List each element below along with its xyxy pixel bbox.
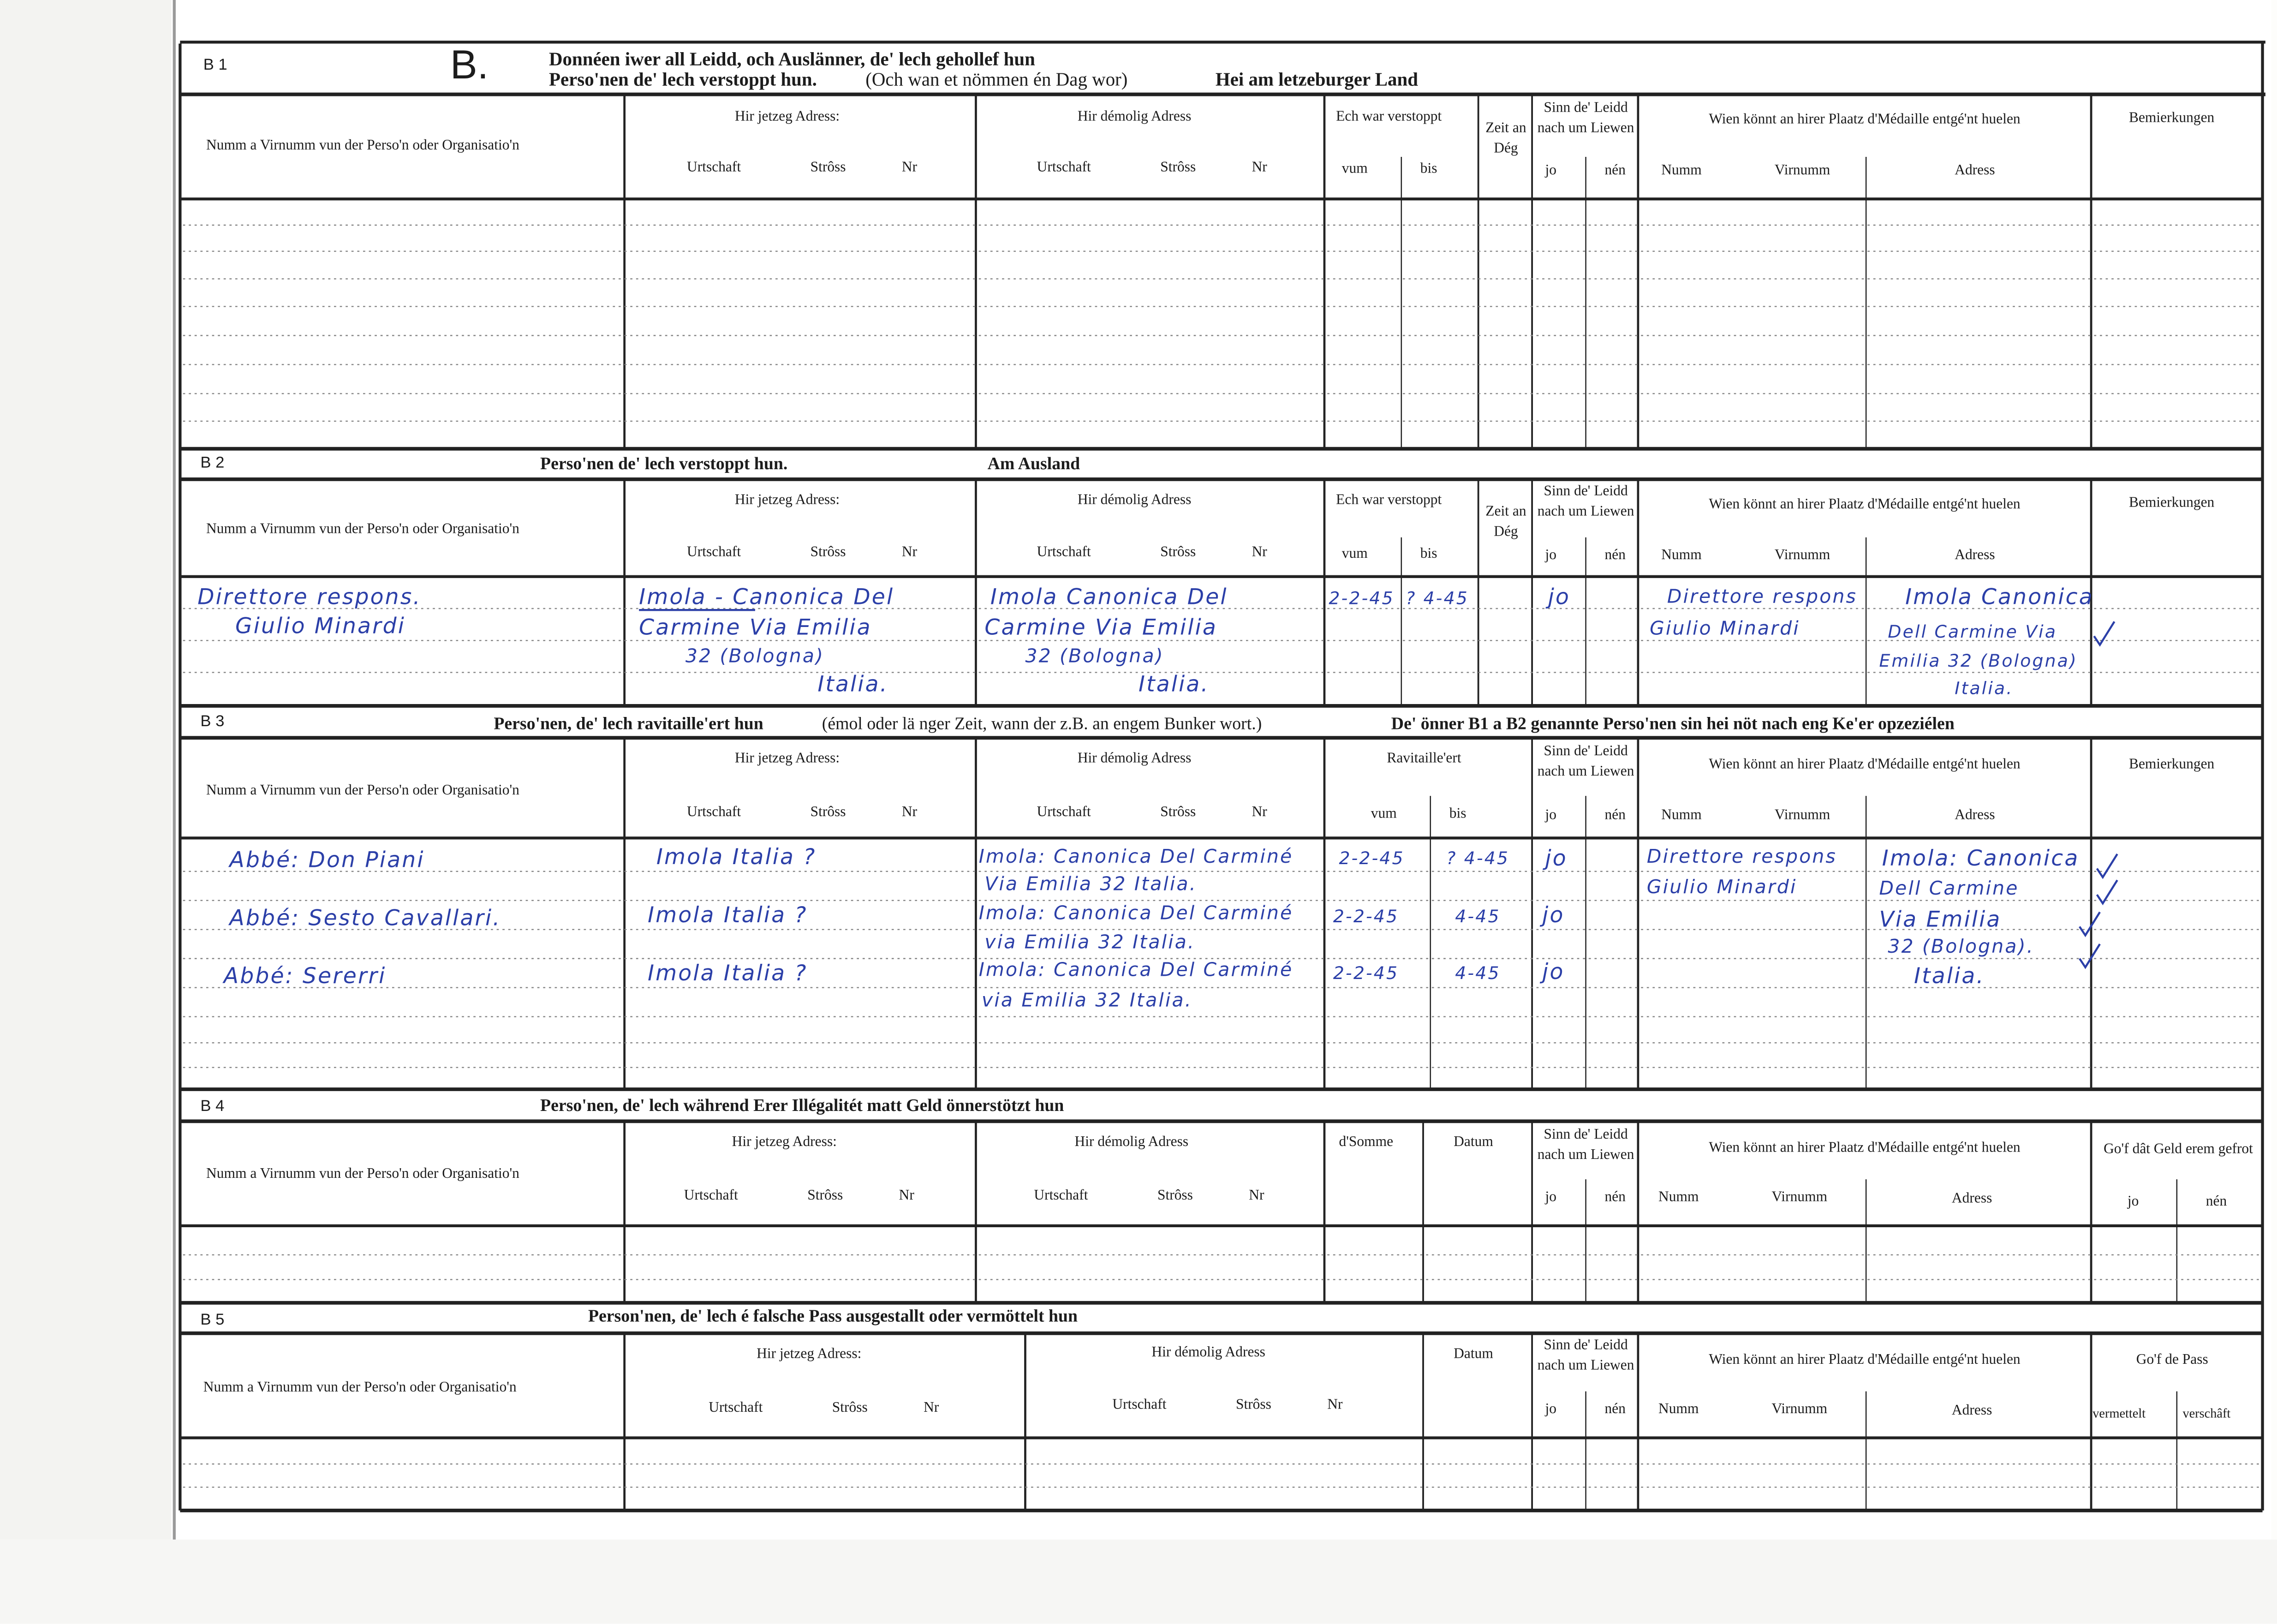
- col-street: Strôss: [1160, 544, 1196, 561]
- col-medal-recipient: Wien könnt an hirer Plaatz d'Médaille entgé'nt huelen: [1709, 757, 2021, 773]
- section-label-b2: B 2: [200, 454, 225, 472]
- b2-entry-former-line2: Carmine Via Emilia: [984, 614, 1217, 641]
- b3-row3-name: Abbé: Sererri: [223, 963, 387, 989]
- col-street: Strôss: [1160, 160, 1196, 176]
- col-from: vum: [1341, 161, 1368, 178]
- col-former-address: Hir démolig Adress: [1074, 1134, 1189, 1151]
- col-survivors: Sinn de' Leidd nach um Liewen: [1537, 100, 1634, 137]
- col-time-days: Zeit an Dég: [1485, 504, 1526, 541]
- b2-entry-name-line2: Giulio Minardi: [235, 613, 406, 639]
- col-name: Numm a Virnumm vun der Perso'n oder Organisatio'n: [206, 521, 519, 537]
- col-yes: jo: [1545, 1401, 1556, 1418]
- col-former-address: Hir démolig Adress: [1077, 492, 1192, 508]
- col-passport-given: Go'f de Pass: [2136, 1352, 2208, 1368]
- col-remarks: Bemierkungen: [2128, 757, 2215, 773]
- col-yes: jo: [1545, 547, 1556, 564]
- header-title-note: (Och wan et nömmen én Dag wor): [865, 68, 1128, 90]
- col-yes: jo: [2127, 1194, 2139, 1210]
- col-date: Datum: [1454, 1346, 1493, 1362]
- b3-recipient-address-line5: Italia.: [1914, 963, 1985, 989]
- col-first-name: Virnumm: [1774, 162, 1830, 179]
- col-survivors: Sinn de' Leidd nach um Liewen: [1537, 484, 1634, 520]
- col-hidden: Ech war verstoppt: [1336, 492, 1442, 508]
- col-former-address: Hir démolig Adress: [1077, 751, 1192, 767]
- col-street: Strôss: [1235, 1397, 1271, 1414]
- section-b2-region: Am Ausland: [987, 453, 1080, 474]
- section-label-b4: B 4: [200, 1098, 225, 1116]
- col-name: Numm a Virnumm vun der Perso'n oder Organisatio'n: [206, 138, 519, 154]
- col-from: vum: [1371, 806, 1397, 822]
- col-street: Strôss: [807, 1188, 843, 1204]
- b2-entry-recipient-address-line4: Italia.: [1955, 678, 2014, 699]
- col-street: Strôss: [1160, 804, 1196, 821]
- col-last-name: Numm: [1661, 807, 1702, 824]
- col-number: Nr: [1252, 804, 1267, 821]
- col-locality: Urtschaft: [1037, 804, 1091, 821]
- col-former-address: Hir démolig Adress: [1151, 1345, 1265, 1361]
- col-no: nén: [1604, 162, 1626, 179]
- col-street: Strôss: [810, 160, 846, 176]
- col-last-name: Numm: [1661, 547, 1702, 564]
- b3-recipient-line1: Direttore respons: [1646, 847, 1837, 869]
- col-supplied: Ravitaille'ert: [1387, 751, 1461, 767]
- col-number: Nr: [901, 160, 918, 176]
- col-street: Strôss: [810, 804, 846, 821]
- b2-entry-recipient-line2: Giulio Minardi: [1650, 619, 1800, 641]
- b3-row3-former-line2: via Emilia 32 Italia.: [982, 990, 1192, 1013]
- b3-row3-to: 4-45: [1455, 963, 1501, 984]
- col-street: Strôss: [832, 1400, 868, 1416]
- b2-entry-survivors: jo: [1548, 584, 1571, 610]
- col-to: bis: [1449, 806, 1466, 822]
- col-former-address: Hir démolig Adress: [1077, 109, 1192, 125]
- section-b5-title: Person'nen, de' lech é falsche Pass ausgestallt oder vermöttelt hun: [588, 1306, 1078, 1326]
- b2-entry-former-line3: 32 (Bologna): [1025, 646, 1164, 669]
- col-number: Nr: [924, 1400, 939, 1416]
- col-survivors: Sinn de' Leidd nach um Liewen: [1537, 1127, 1634, 1164]
- col-locality: Urtschaft: [1037, 160, 1091, 176]
- header-title-line1: Donnéen iwer all Leidd, och Auslänner, de' lech gehollef hun: [548, 48, 1035, 70]
- col-to: bis: [1420, 546, 1437, 562]
- col-number: Nr: [901, 544, 918, 561]
- col-last-name: Numm: [1661, 162, 1702, 179]
- col-name: Numm a Virnumm vun der Perso'n oder Organisatio'n: [203, 1379, 517, 1396]
- col-first-name: Virnumm: [1771, 1189, 1828, 1206]
- col-to: bis: [1420, 161, 1437, 178]
- col-time-days: Zeit an Dég: [1485, 120, 1526, 157]
- b3-row1-from: 2-2-45: [1339, 848, 1405, 869]
- col-no: nén: [1604, 1401, 1626, 1418]
- b3-row2-to: 4-45: [1455, 906, 1501, 927]
- col-current-address: Hir jetzeg Adress:: [734, 492, 840, 508]
- col-number: Nr: [1252, 160, 1267, 176]
- b3-row2-from: 2-2-45: [1333, 906, 1399, 927]
- col-locality: Urtschaft: [687, 544, 741, 561]
- col-medal-recipient: Wien könnt an hirer Plaatz d'Médaille entgé'nt huelen: [1709, 112, 2021, 128]
- b2-entry-current-line4: Italia.: [817, 671, 888, 698]
- header-title-line2: Perso'nen de' lech verstoppt hun.: [548, 68, 817, 90]
- b3-row3-from: 2-2-45: [1333, 963, 1399, 984]
- b2-entry-recipient-address-line2: Dell Carmine Via: [1888, 621, 2057, 642]
- col-locality: Urtschaft: [687, 804, 741, 821]
- b3-row1-survivors: jo: [1545, 845, 1568, 872]
- col-from: vum: [1341, 546, 1368, 562]
- col-no: nén: [1604, 807, 1626, 824]
- b3-recipient-address-line2: Dell Carmine: [1879, 878, 2019, 901]
- col-address: Adress: [1955, 162, 1995, 179]
- b2-entry-to: ? 4-45: [1406, 588, 1469, 609]
- col-medal-recipient: Wien könnt an hirer Plaatz d'Médaille entgé'nt huelen: [1709, 1140, 2021, 1156]
- b2-entry-current-line1: Imola - Canonica Del: [639, 584, 894, 610]
- col-last-name: Numm: [1658, 1189, 1699, 1206]
- section-b3-note: (émol oder lä nger Zeit, wann der z.B. an engem Bunker wort.): [822, 713, 1262, 734]
- col-medal-recipient: Wien könnt an hirer Plaatz d'Médaille entgé'nt huelen: [1709, 496, 2021, 513]
- b3-row3-current: Imola Italia ?: [648, 960, 808, 986]
- col-number: Nr: [1249, 1188, 1264, 1204]
- b2-entry-from: 2-2-45: [1329, 588, 1395, 609]
- b3-row1-current: Imola Italia ?: [656, 843, 817, 870]
- b3-row1-former-line1: Imola: Canonica Del Carminé: [978, 847, 1293, 869]
- col-last-name: Numm: [1658, 1401, 1699, 1418]
- col-procured: verschâft: [2182, 1406, 2231, 1421]
- b3-row2-name: Abbé: Sesto Cavallari.: [229, 905, 501, 931]
- col-no: nén: [1604, 1189, 1626, 1206]
- b3-row2-former-line1: Imola: Canonica Del Carminé: [978, 903, 1293, 925]
- col-name: Numm a Virnumm vun der Perso'n oder Organisatio'n: [206, 782, 519, 799]
- col-name: Numm a Virnumm vun der Perso'n oder Organisatio'n: [206, 1166, 519, 1182]
- b2-entry-name-line1: Direttore respons.: [197, 584, 422, 610]
- col-current-address: Hir jetzeg Adress:: [757, 1346, 862, 1362]
- col-address: Adress: [1955, 807, 1995, 824]
- b2-entry-current-line3: 32 (Bologna): [685, 646, 825, 669]
- col-current-address: Hir jetzeg Adress:: [734, 751, 840, 767]
- col-number: Nr: [899, 1188, 914, 1204]
- col-address: Adress: [1951, 1191, 1992, 1207]
- part-letter: B.: [450, 42, 489, 87]
- col-yes: jo: [1545, 162, 1556, 179]
- b3-row3-former-line1: Imola: Canonica Del Carminé: [978, 960, 1293, 982]
- col-medal-recipient: Wien könnt an hirer Plaatz d'Médaille entgé'nt huelen: [1709, 1352, 2021, 1368]
- col-hidden: Ech war verstoppt: [1336, 109, 1442, 125]
- b2-entry-former-line4: Italia.: [1138, 671, 1210, 698]
- col-remarks: Bemierkungen: [2128, 495, 2215, 512]
- col-first-name: Virnumm: [1771, 1401, 1828, 1418]
- col-number: Nr: [1327, 1397, 1343, 1414]
- b2-entry-recipient-address-line3: Emilia 32 (Bologna): [1879, 651, 2078, 671]
- b3-row1-to: ? 4-45: [1446, 848, 1510, 869]
- col-number: Nr: [901, 804, 918, 821]
- col-first-name: Virnumm: [1774, 807, 1830, 824]
- col-street: Strôss: [1157, 1188, 1193, 1204]
- col-locality: Urtschaft: [709, 1400, 763, 1416]
- col-money-given: Go'f dât Geld erem gefrot: [2104, 1141, 2253, 1158]
- col-number: Nr: [1252, 544, 1267, 561]
- col-arranged: vermettelt: [2092, 1406, 2146, 1421]
- b3-row2-survivors: jo: [1542, 902, 1565, 928]
- section-label-b5: B 5: [200, 1311, 225, 1329]
- b2-entry-recipient-line1: Direttore respons: [1667, 586, 1858, 609]
- section-b4-title: Perso'nen, de' lech während Erer Illégalitét matt Geld önnerstötzt hun: [540, 1095, 1064, 1116]
- col-address: Adress: [1951, 1403, 1992, 1419]
- section-label-b3: B 3: [200, 713, 225, 731]
- col-current-address: Hir jetzeg Adress:: [734, 109, 840, 125]
- b3-row2-former-line2: via Emilia 32 Italia.: [984, 932, 1196, 955]
- b3-row3-survivors: jo: [1542, 958, 1565, 985]
- col-yes: jo: [1545, 1189, 1556, 1206]
- b3-recipient-address-line1: Imola: Canonica: [1882, 845, 2080, 872]
- col-address: Adress: [1955, 547, 1995, 564]
- col-locality: Urtschaft: [1112, 1397, 1167, 1414]
- col-yes: jo: [1545, 807, 1556, 824]
- col-remarks: Bemierkungen: [2128, 110, 2215, 126]
- b2-entry-current-line2: Carmine Via Emilia: [639, 614, 872, 641]
- col-first-name: Virnumm: [1774, 547, 1830, 564]
- header-region: Hei am letzeburger Land: [1215, 68, 1419, 90]
- col-current-address: Hir jetzeg Adress:: [732, 1134, 837, 1151]
- col-survivors: Sinn de' Leidd nach um Liewen: [1537, 743, 1634, 780]
- b3-row1-name: Abbé: Don Piani: [229, 847, 425, 873]
- col-no: nén: [2205, 1194, 2227, 1210]
- section-b3-note2: De' önner B1 a B2 genannte Perso'nen sin hei nöt nach eng Ke'er opzeziélen: [1391, 713, 1955, 734]
- b3-row2-current: Imola Italia ?: [648, 902, 808, 928]
- col-locality: Urtschaft: [1034, 1188, 1088, 1204]
- col-street: Strôss: [810, 544, 846, 561]
- col-locality: Urtschaft: [684, 1188, 738, 1204]
- b2-entry-former-line1: Imola Canonica Del: [990, 584, 1228, 610]
- section-label-b1: B 1: [203, 56, 227, 74]
- b3-recipient-address-line3: Via Emilia: [1879, 906, 2002, 933]
- b3-row1-former-line2: Via Emilia 32 Italia.: [984, 874, 1197, 896]
- b3-recipient-address-line4: 32 (Bologna).: [1888, 937, 2034, 959]
- section-b2-title: Perso'nen de' lech verstoppt hun.: [540, 453, 788, 474]
- col-sum: d'Somme: [1339, 1134, 1394, 1151]
- col-no: nén: [1604, 547, 1626, 564]
- section-b3-title: Perso'nen, de' lech ravitaille'ert hun: [494, 713, 763, 734]
- b3-recipient-line2: Giulio Minardi: [1646, 877, 1797, 899]
- col-locality: Urtschaft: [687, 160, 741, 176]
- col-locality: Urtschaft: [1037, 544, 1091, 561]
- col-date: Datum: [1454, 1134, 1493, 1151]
- b2-entry-recipient-address-line1: Imola Canonica: [1905, 584, 2094, 610]
- col-survivors: Sinn de' Leidd nach um Liewen: [1537, 1337, 1634, 1374]
